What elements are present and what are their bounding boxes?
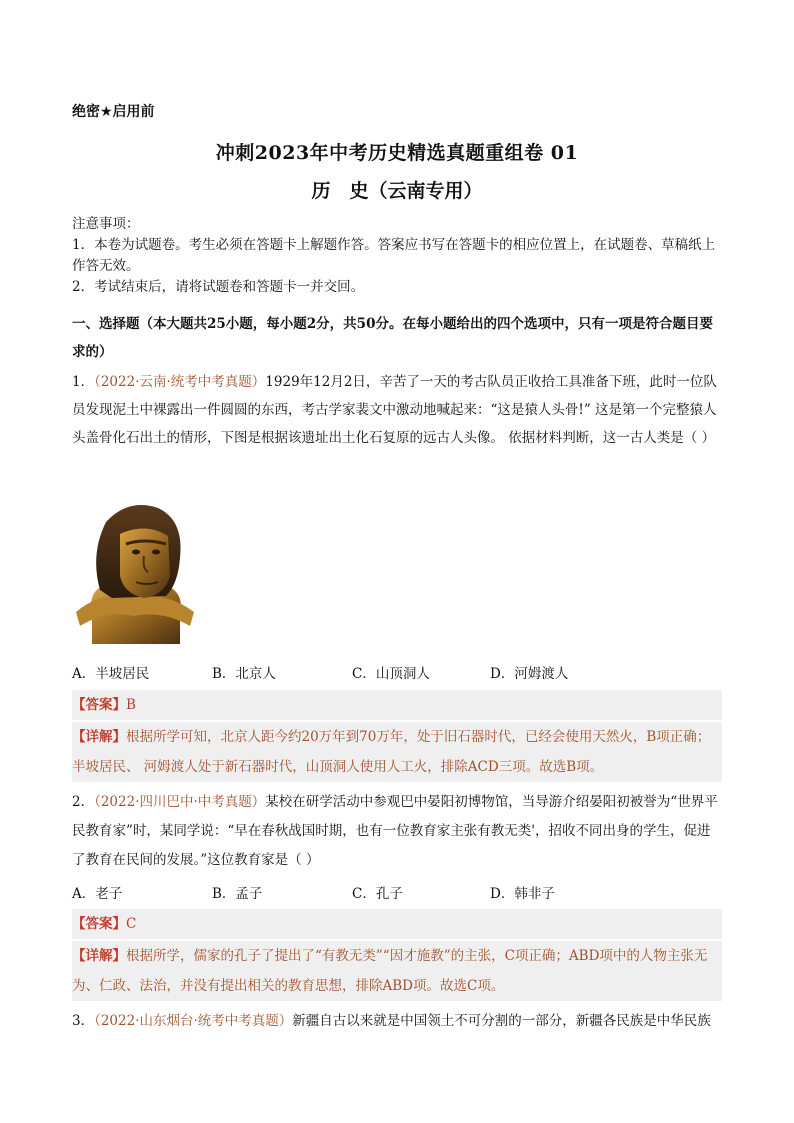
answer-value: C [126, 916, 137, 932]
notes-section [72, 214, 722, 298]
exam-title: 冲刺2023年中考历史精选真题重组卷 01 [215, 142, 579, 164]
question-1-detail [72, 722, 722, 782]
option-b[interactable]: B．北京人 [212, 666, 276, 682]
option-c[interactable]: C．山顶洞人 [352, 666, 430, 682]
question-1-answer [72, 690, 722, 720]
question-text: 1929年12月2日，辛苦了一天的考古队员正收拾工具准备下班，此时一位队员发现泥土中裸露出一件圆圆的东西，考古学家裴文中激动地喊起来：“这是猿人头骨!” 这是第一个完整猿人头盖骨化石出土的情形，下图是根据该遗址出土化石复原的远古人头像。 依据材料判断，这一古人类是（ ） [72, 374, 717, 446]
detail-text: 根据所学，儒家的孔子了提出了“有教无类”“因才施教”的主张，C项正确；ABD项中的人物主张无为、仁政、法治，并没有提出相关的教育思想，排除ABD项。故选C项。 [72, 948, 708, 994]
notes-item-1: 1．本卷为试题卷。考生必须在答题卡上解题作答。答案应书写在答题卡的相应位置上，在试题卷、草稿纸上作答无效。 [72, 237, 716, 274]
question-number: 2． [72, 794, 95, 810]
question-2-detail [72, 941, 722, 1001]
detail-text: 根据所学可知，北京人距今约20万年到70万年，处于旧石器时代，已经会使用天然火，B项正确；半坡居民、 河姆渡人处于新石器时代，山顶洞人使用人工火，排除ACD三项。故选B项。 [72, 729, 711, 775]
question-2-options [72, 882, 722, 902]
question-2-answer [72, 909, 722, 939]
peking-man-bust-image [72, 494, 196, 648]
question-1 [72, 368, 722, 452]
option-d[interactable]: D．河姆渡人 [490, 666, 569, 682]
detail-label: 【详解】 [72, 948, 126, 964]
exam-subtitle: 历 史（云南专用） [311, 180, 483, 202]
question-number: 3． [72, 1013, 95, 1029]
question-source: （2022·四川巴中·中考真题） [94, 794, 266, 810]
option-d[interactable]: D．韩非子 [490, 886, 555, 902]
answer-value: B [126, 697, 136, 713]
question-text: 新疆自古以来就是中国领土不可分割的一部分，新疆各民族是中华民族 [292, 1013, 711, 1029]
question-3 [72, 1007, 722, 1035]
option-a[interactable]: A．半坡居民 [72, 666, 150, 682]
option-a[interactable]: A．老子 [72, 886, 123, 902]
question-source: （2022·云南·统考中考真题） [94, 374, 266, 390]
question-2 [72, 788, 722, 875]
option-c[interactable]: C．孔子 [352, 886, 403, 902]
confidential-mark: 绝密★启用前 [72, 104, 155, 120]
section-text: 一、选择题（本大题共25小题，每小题2分，共50分。在每小题给出的四个选项中，只有一项是符合题目要求的） [72, 316, 713, 360]
question-number: 1． [72, 374, 95, 390]
option-b[interactable]: B．孟子 [212, 886, 263, 902]
question-text: 某校在研学活动中参观巴中晏阳初博物馆，当导游介绍晏阳初被誉为“世界平民教育家”时，某同学说：“早在春秋战国时期，也有一位教育家主张有教无类'，招收不同出身的学生，促进了教育在民间的发展。”这位教育家是（ ） [72, 794, 718, 868]
answer-label: 【答案】 [72, 697, 126, 713]
answer-label: 【答案】 [72, 916, 126, 932]
notes-heading: 注意事项： [72, 216, 140, 232]
detail-label: 【详解】 [72, 729, 126, 745]
notes-item-2: 2．考试结束后，请将试题卷和答题卡一并交回。 [72, 279, 365, 295]
question-source: （2022·山东烟台·统考中考真题） [94, 1013, 293, 1029]
question-1-options [72, 662, 722, 682]
section-heading [72, 310, 722, 366]
